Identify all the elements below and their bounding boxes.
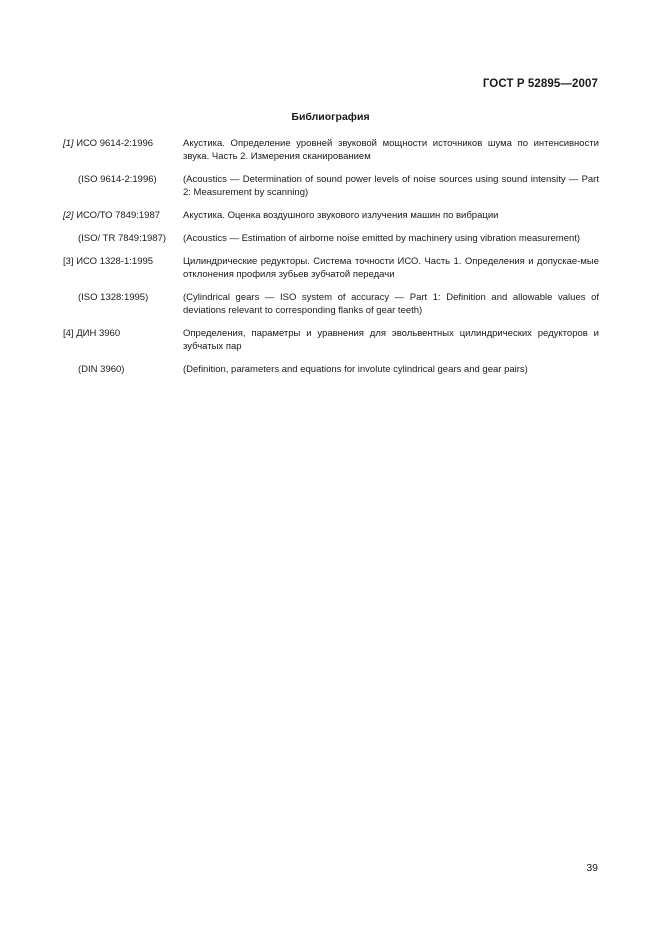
bibliography-entry (63, 291, 599, 317)
bibliography-entry (63, 327, 599, 353)
entry-standard: (ISO/ TR 7849:1987) (78, 233, 167, 244)
entry-reference (63, 232, 183, 245)
bibliography-entry (63, 232, 599, 245)
bibliography-entry (63, 209, 599, 222)
entry-reference (63, 291, 183, 317)
entry-standard: ДИН 3960 (76, 328, 121, 339)
bibliography-list (63, 137, 599, 376)
entry-standard: (ISO 9614-2:1996) (78, 174, 157, 185)
entry-reference (63, 363, 183, 376)
entry-reference (63, 255, 183, 281)
entry-description: Цилиндрические редукторы. Система точности ИСО. Часть 1. Определения и допускае-мые отклонения профиля зубьев зубчатой передачи (183, 256, 599, 280)
bibliography-entry (63, 137, 599, 163)
entry-reference (63, 173, 183, 199)
bibliography-entry (63, 363, 599, 376)
document-code: ГОСТ Р 52895—2007 (482, 78, 598, 90)
entry-description: (Acoustics — Estimation of airborne noise emitted by machinery using vibration measurement) (183, 233, 581, 244)
entry-description: Акустика. Определение уровней звуковой мощности источников шума по интенсивности звука. Часть 2. Измерения сканированием (183, 138, 599, 162)
entry-number: [3] (63, 256, 74, 267)
entry-number: [4] (63, 328, 74, 339)
entry-reference (63, 327, 183, 353)
entry-number: [2] (63, 210, 74, 221)
entry-standard: ИСО 1328-1:1995 (76, 256, 154, 267)
entry-number: [1] (63, 138, 74, 149)
entry-description: Акустика. Оценка воздушного звукового излучения машин по вибрации (183, 210, 499, 221)
entry-reference (63, 137, 183, 163)
entry-description: (Cylindrical gears — ISO system of accuracy — Part 1: Definition and allowable values of deviations relevant to corresponding flanks of gear teeth) (183, 292, 599, 316)
entry-standard: (DIN 3960) (78, 364, 125, 375)
entry-standard: ИСО/ТО 7849:1987 (76, 210, 161, 221)
entry-standard: ИСО 9614-2:1996 (76, 138, 154, 149)
bibliography-entry (63, 173, 599, 199)
entry-reference (63, 209, 183, 222)
bibliography-entry (63, 255, 599, 281)
page-number: 39 (586, 862, 598, 874)
entry-description: (Definition, parameters and equations for involute cylindrical gears and gear pairs) (183, 364, 528, 375)
entry-description: (Acoustics — Determination of sound power levels of noise sources using sound intensity — Part 2: Measurement by scanning) (183, 174, 599, 198)
entry-standard: (ISO 1328:1995) (78, 292, 149, 303)
entry-description: Определения, параметры и уравнения для эвольвентных цилиндрических редукторов и зубчатых пар (183, 328, 599, 352)
page-title: Библиография (291, 111, 370, 123)
